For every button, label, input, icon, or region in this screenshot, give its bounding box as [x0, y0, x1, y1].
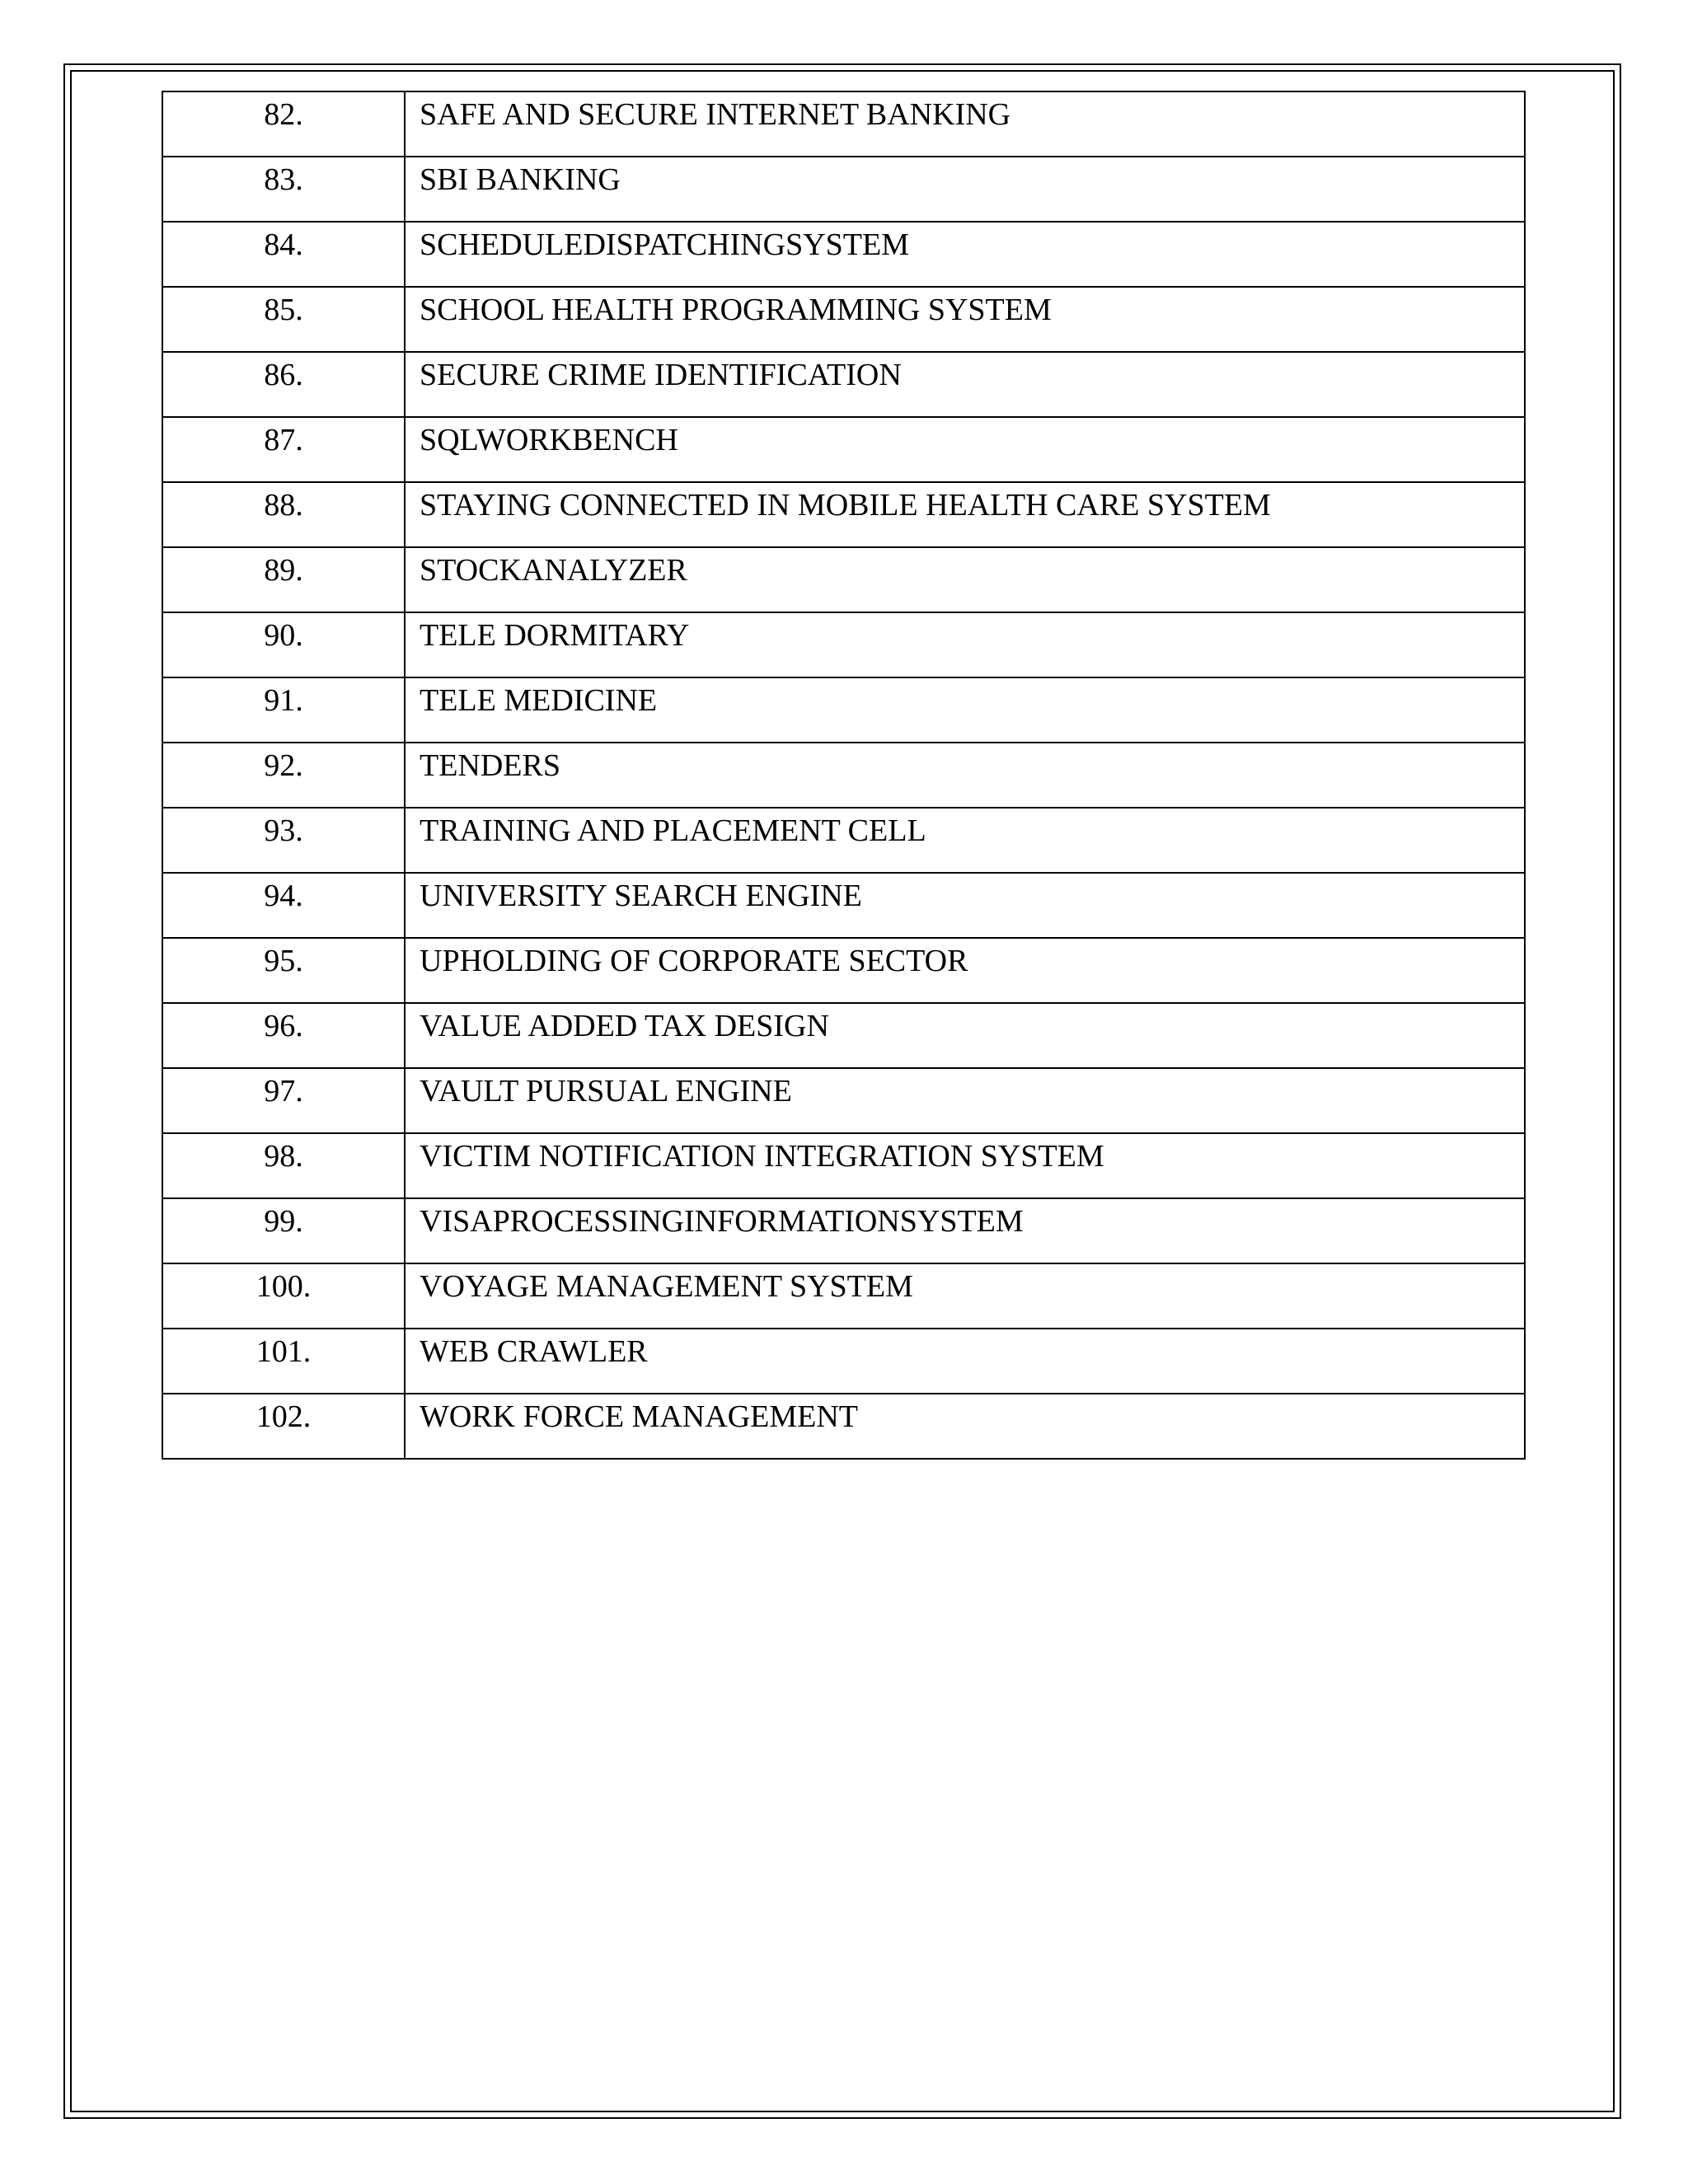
- project-title: SECURE CRIME IDENTIFICATION: [420, 358, 902, 392]
- table-row: [162, 1003, 1525, 1068]
- project-title: TELE MEDICINE: [420, 683, 658, 718]
- row-number: 90.: [264, 618, 303, 653]
- row-number-cell: [162, 873, 405, 938]
- row-number-cell: [162, 743, 405, 808]
- table-row: [162, 677, 1525, 743]
- row-number: 98.: [264, 1139, 303, 1174]
- project-list-body: [162, 91, 1525, 1459]
- row-number: 85.: [264, 293, 303, 327]
- row-number: 82.: [264, 97, 303, 132]
- row-number-cell: [162, 287, 405, 352]
- project-title: VALUE ADDED TAX DESIGN: [420, 1009, 829, 1043]
- row-number: 89.: [264, 553, 303, 588]
- row-number: 83.: [264, 162, 303, 197]
- project-title: SBI BANKING: [420, 162, 621, 197]
- project-title-cell: [405, 482, 1525, 547]
- row-number-cell: [162, 1263, 405, 1329]
- table-row: [162, 1133, 1525, 1198]
- row-number-cell: [162, 612, 405, 677]
- row-number-cell: [162, 1003, 405, 1068]
- table-row: [162, 417, 1525, 482]
- project-title-cell: [405, 352, 1525, 417]
- project-title: WEB CRAWLER: [420, 1334, 648, 1369]
- table-row: [162, 547, 1525, 612]
- table-row: [162, 808, 1525, 873]
- project-title-cell: [405, 1394, 1525, 1459]
- row-number: 102.: [256, 1399, 312, 1434]
- row-number: 91.: [264, 683, 303, 718]
- row-number-cell: [162, 417, 405, 482]
- table-row: [162, 1068, 1525, 1133]
- project-title: VAULT PURSUAL ENGINE: [420, 1074, 792, 1108]
- table-row: [162, 482, 1525, 547]
- row-number-cell: [162, 1198, 405, 1263]
- row-number: 96.: [264, 1009, 303, 1043]
- project-title: UPHOLDING OF CORPORATE SECTOR: [420, 944, 968, 978]
- project-title: TRAINING AND PLACEMENT CELL: [420, 813, 926, 848]
- row-number-cell: [162, 1394, 405, 1459]
- project-title-cell: [405, 417, 1525, 482]
- table-row: [162, 287, 1525, 352]
- table-row: [162, 1198, 1525, 1263]
- row-number-cell: [162, 1068, 405, 1133]
- row-number: 88.: [264, 488, 303, 523]
- project-title: STOCKANALYZER: [420, 553, 687, 588]
- project-title-cell: [405, 547, 1525, 612]
- row-number: 86.: [264, 358, 303, 392]
- row-number: 99.: [264, 1204, 303, 1239]
- table-row: [162, 91, 1525, 157]
- project-title: TENDERS: [420, 748, 560, 783]
- row-number: 84.: [264, 227, 303, 262]
- row-number: 101.: [256, 1334, 312, 1369]
- project-title-cell: [405, 1329, 1525, 1394]
- project-title-cell: [405, 612, 1525, 677]
- row-number: 93.: [264, 813, 303, 848]
- row-number-cell: [162, 352, 405, 417]
- row-number: 92.: [264, 748, 303, 783]
- project-title-cell: [405, 743, 1525, 808]
- table-row: [162, 938, 1525, 1003]
- project-title-cell: [405, 222, 1525, 287]
- project-title-cell: [405, 677, 1525, 743]
- project-title: STAYING CONNECTED IN MOBILE HEALTH CARE SYSTEM: [420, 488, 1271, 523]
- project-title-cell: [405, 1003, 1525, 1068]
- project-title: VICTIM NOTIFICATION INTEGRATION SYSTEM: [420, 1139, 1104, 1174]
- project-title-cell: [405, 808, 1525, 873]
- row-number-cell: [162, 157, 405, 222]
- row-number: 87.: [264, 423, 303, 457]
- row-number: 95.: [264, 944, 303, 978]
- project-title: UNIVERSITY SEARCH ENGINE: [420, 879, 862, 913]
- row-number-cell: [162, 677, 405, 743]
- table-row: [162, 873, 1525, 938]
- table-row: [162, 157, 1525, 222]
- project-title: TELE DORMITARY: [420, 618, 690, 653]
- table-row: [162, 352, 1525, 417]
- project-title: SCHOOL HEALTH PROGRAMMING SYSTEM: [420, 293, 1052, 327]
- row-number-cell: [162, 91, 405, 157]
- table-row: [162, 1329, 1525, 1394]
- project-title: SQLWORKBENCH: [420, 423, 678, 457]
- row-number-cell: [162, 547, 405, 612]
- project-title-cell: [405, 157, 1525, 222]
- project-title-cell: [405, 1068, 1525, 1133]
- table-row: [162, 612, 1525, 677]
- table-row: [162, 222, 1525, 287]
- row-number-cell: [162, 808, 405, 873]
- project-title-cell: [405, 287, 1525, 352]
- row-number-cell: [162, 222, 405, 287]
- row-number: 100.: [256, 1269, 312, 1304]
- project-title-cell: [405, 1263, 1525, 1329]
- project-title: WORK FORCE MANAGEMENT: [420, 1399, 858, 1434]
- project-title-cell: [405, 938, 1525, 1003]
- row-number-cell: [162, 938, 405, 1003]
- project-title: VISAPROCESSINGINFORMATIONSYSTEM: [420, 1204, 1024, 1239]
- row-number-cell: [162, 1329, 405, 1394]
- row-number-cell: [162, 1133, 405, 1198]
- project-title: VOYAGE MANAGEMENT SYSTEM: [420, 1269, 913, 1304]
- project-title-cell: [405, 1133, 1525, 1198]
- table-row: [162, 1394, 1525, 1459]
- project-title-cell: [405, 91, 1525, 157]
- row-number: 97.: [264, 1074, 303, 1108]
- project-title: SCHEDULEDISPATCHINGSYSTEM: [420, 227, 910, 262]
- project-list-table: [162, 91, 1526, 1460]
- table-row: [162, 1263, 1525, 1329]
- table-row: [162, 743, 1525, 808]
- row-number: 94.: [264, 879, 303, 913]
- project-title-cell: [405, 1198, 1525, 1263]
- row-number-cell: [162, 482, 405, 547]
- project-title-cell: [405, 873, 1525, 938]
- project-title: SAFE AND SECURE INTERNET BANKING: [420, 97, 1011, 132]
